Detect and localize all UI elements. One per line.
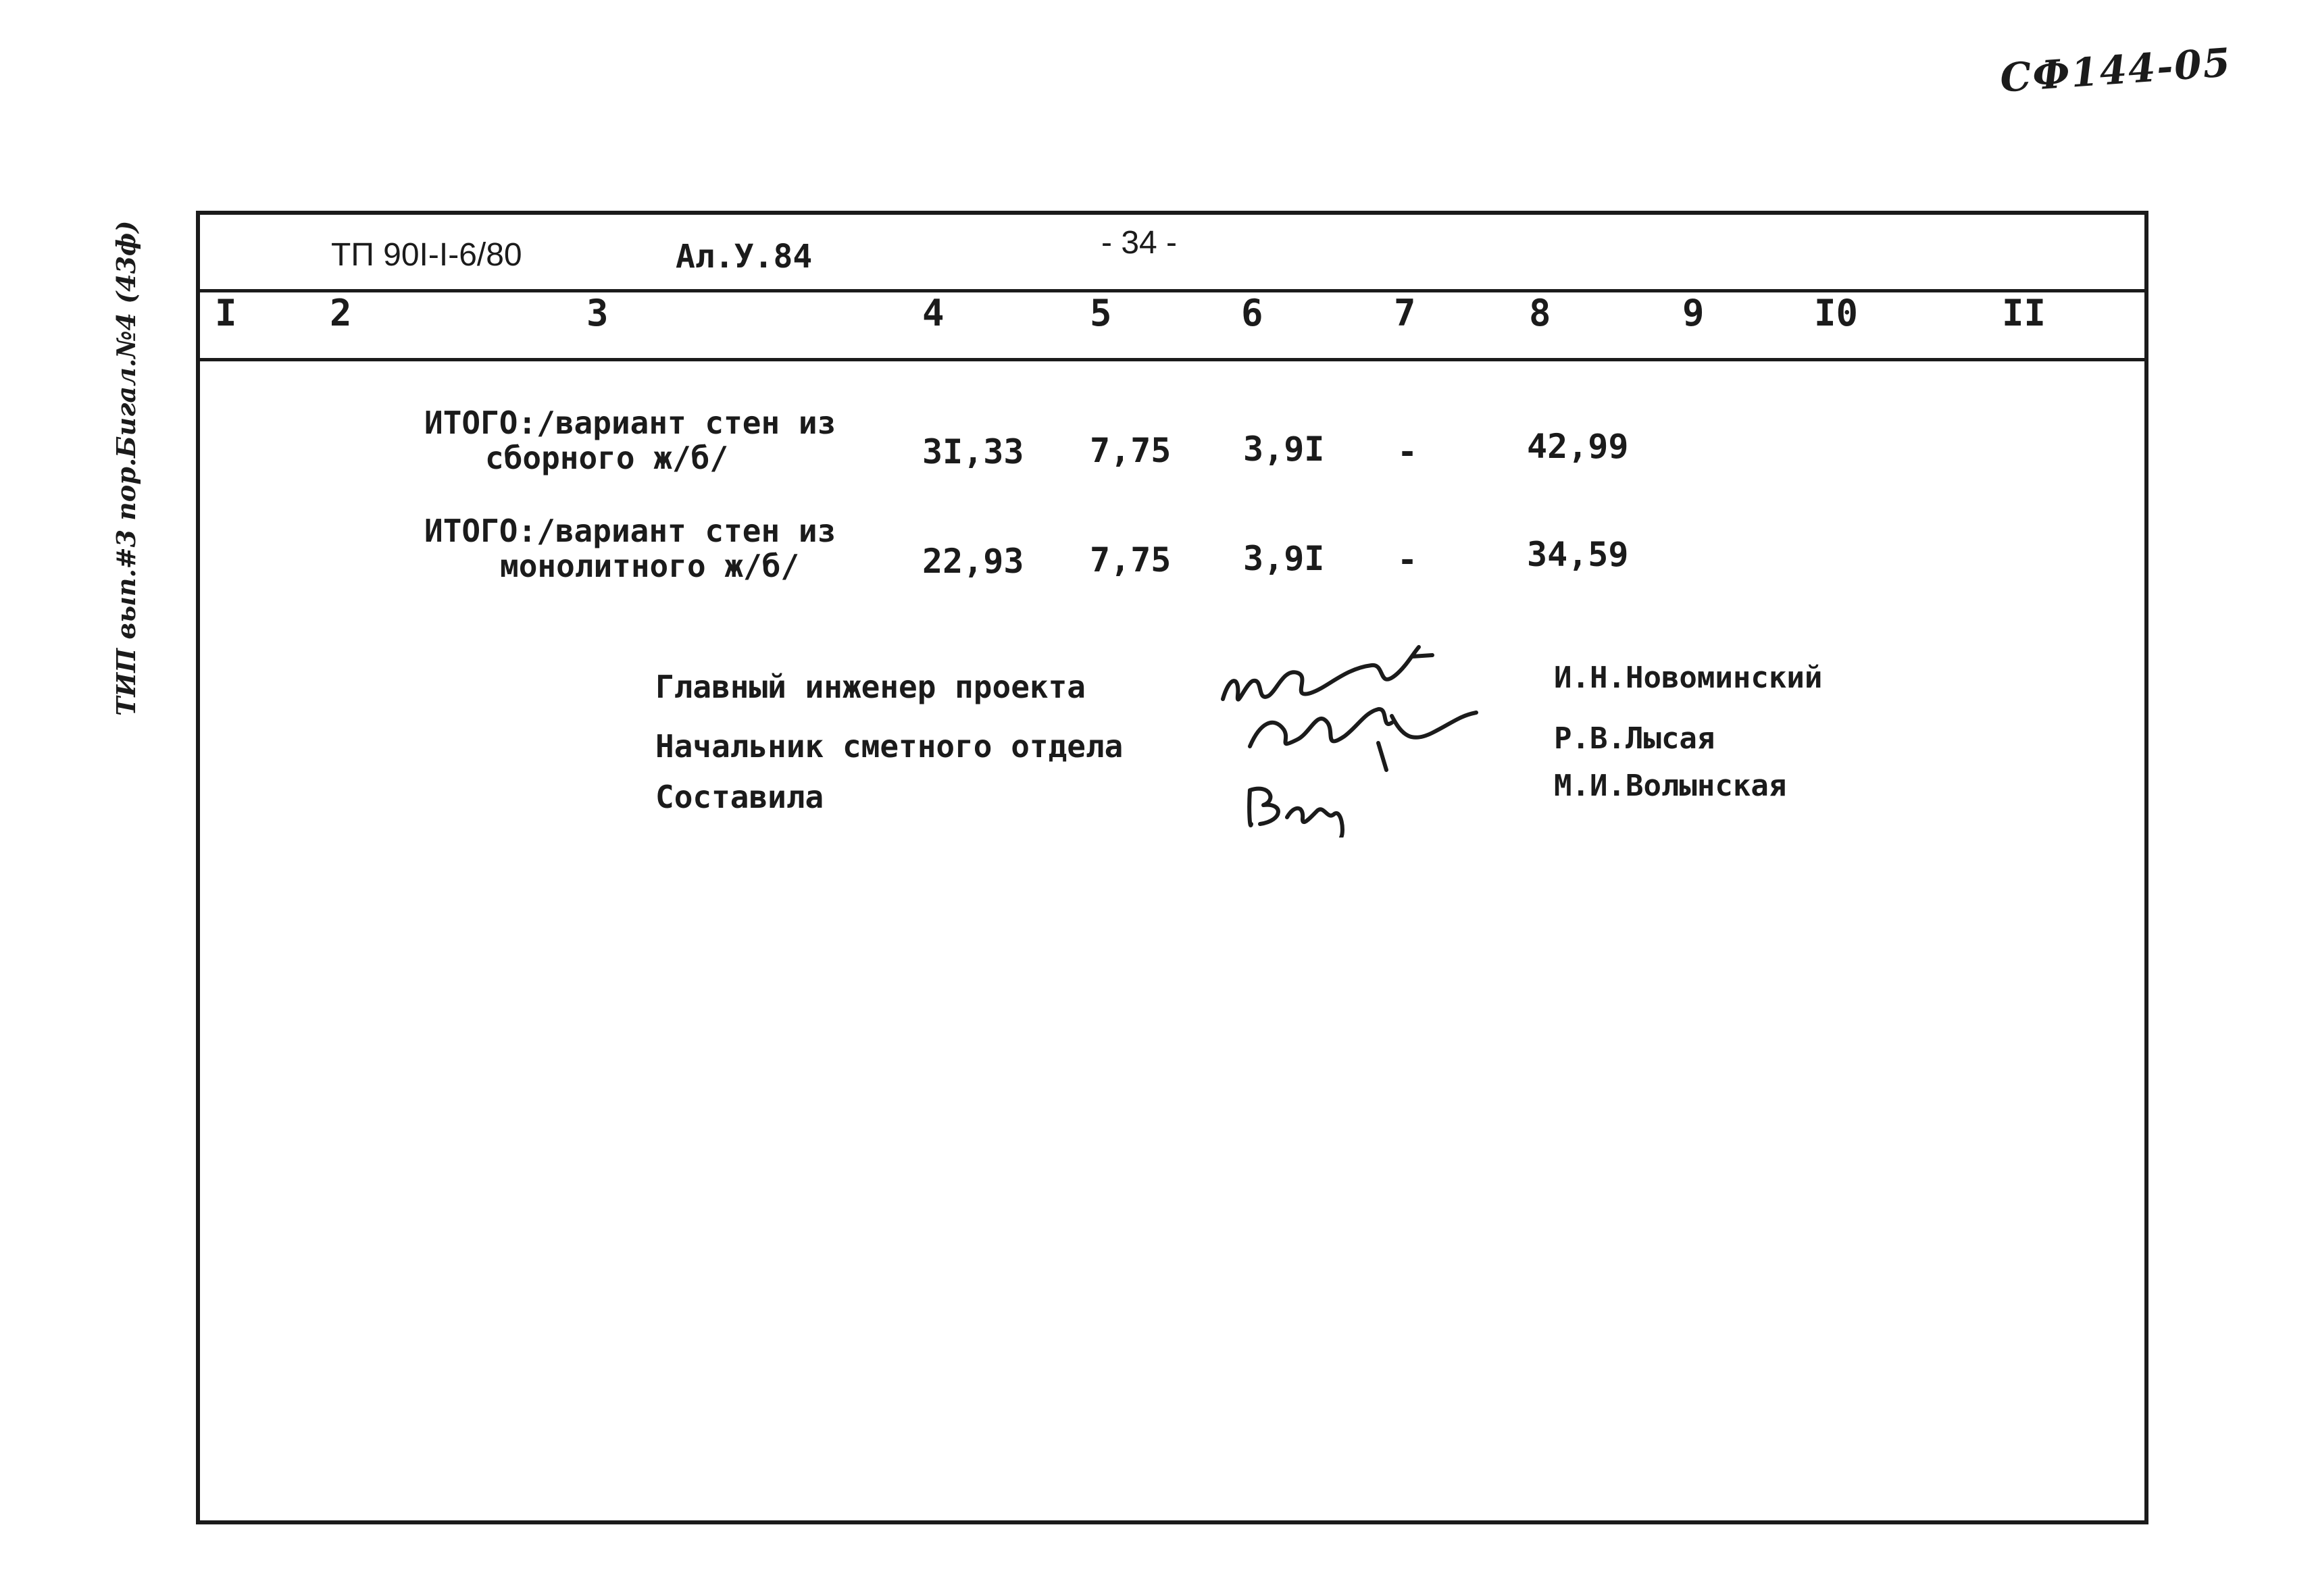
signatory-role: Составила	[655, 779, 824, 815]
table-cell: 22,93	[922, 542, 1024, 581]
table-cell: -	[1397, 432, 1418, 471]
table-cell: 3,9I	[1243, 430, 1325, 469]
column-number: 6	[1241, 292, 1263, 334]
row-label-line: сборного ж/б/	[485, 440, 729, 476]
doc-code: ТП 90I-I-6/80	[331, 237, 522, 273]
column-number: 2	[330, 292, 352, 334]
table-cell: 7,75	[1090, 431, 1172, 470]
signatory-role: Главный инженер проекта	[655, 669, 1086, 705]
table-cell: 7,75	[1090, 540, 1172, 580]
column-number: II	[2002, 292, 2046, 334]
side-stamp	[101, 216, 155, 729]
column-number: 5	[1090, 292, 1112, 334]
column-number: 4	[922, 292, 945, 334]
row-label-line: ИТОГО:/вариант стен из	[424, 405, 836, 441]
table-cell: -	[1397, 540, 1418, 580]
column-number: I0	[1814, 292, 1859, 334]
table-cell: 3,9I	[1243, 539, 1325, 578]
row-label-line: ИТОГО:/вариант стен из	[424, 513, 836, 549]
signatory-role: Начальник сметного отдела	[655, 728, 1124, 765]
page-number: - 34 -	[1101, 225, 1178, 261]
column-number: 7	[1394, 292, 1416, 334]
column-number: I	[215, 292, 237, 334]
signatory-name: И.Н.Новоминский	[1554, 661, 1823, 695]
table-cell: 34,59	[1527, 535, 1629, 574]
album-number: Ал.У.84	[676, 238, 813, 276]
handwritten-signatures	[1209, 628, 1500, 838]
row-label-line: монолитного ж/б/	[500, 548, 800, 584]
table-cell: 3I,33	[922, 432, 1024, 471]
signatory-name: Р.В.Лысая	[1554, 721, 1715, 756]
column-number: 8	[1529, 292, 1551, 334]
side-stamp-text: ТИП вып.#3 пор.Бигал.№4 (43ф)	[111, 220, 141, 716]
column-number: 9	[1682, 292, 1705, 334]
signatory-name: М.И.Волынская	[1554, 769, 1787, 803]
corner-code: СФ144-05	[1998, 39, 2234, 101]
column-number: 3	[586, 292, 609, 334]
table-cell: 42,99	[1527, 427, 1629, 466]
column-header-rule	[196, 358, 2148, 361]
